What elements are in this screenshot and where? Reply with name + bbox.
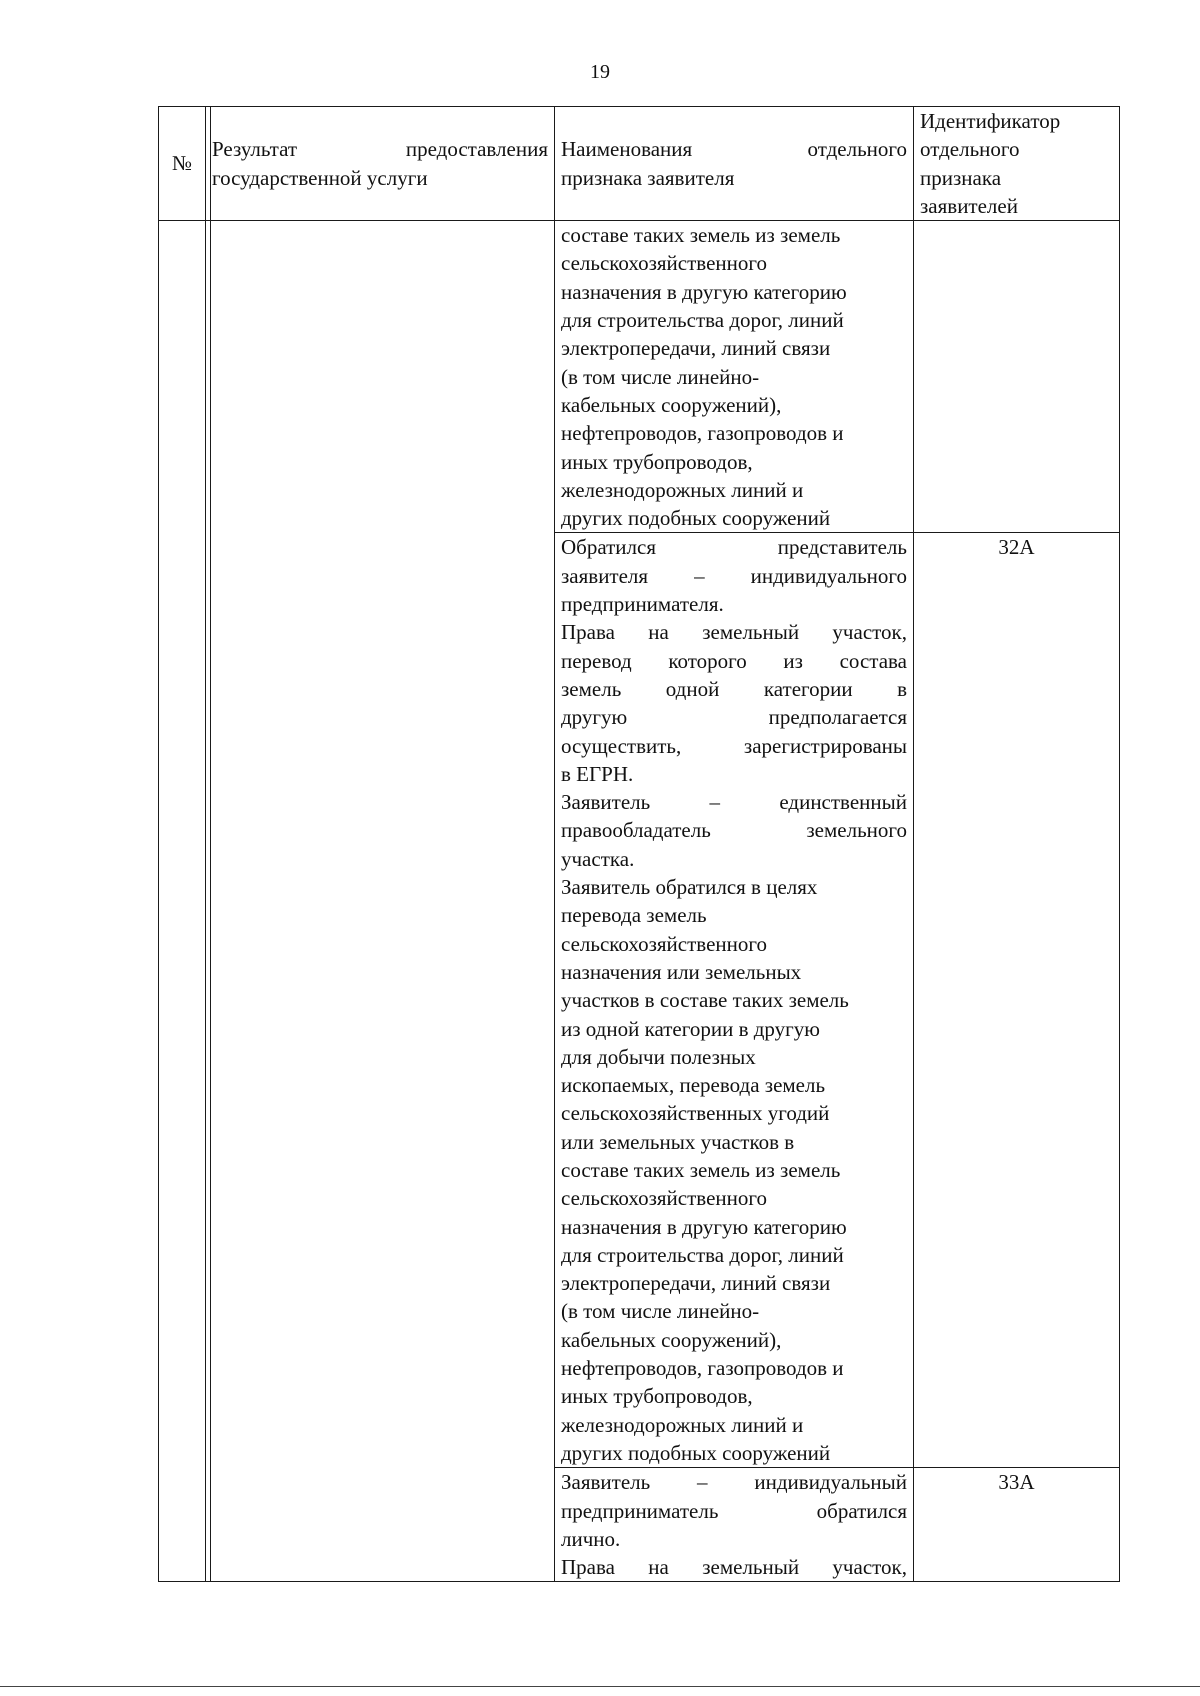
header-result-line-2: государственной услуги: [212, 165, 428, 190]
attribute-text-line: назначения в другую категорию: [561, 1214, 847, 1239]
attribute-text-line: участка.: [561, 846, 635, 871]
attribute-text-line: железнодорожных линий и: [561, 1412, 804, 1437]
attribute-text-line: других подобных сооружений: [561, 506, 831, 531]
header-identifier-line-3: признака: [920, 165, 1002, 190]
number-cell: [159, 221, 206, 1582]
attribute-text-line: Заявитель – единственный: [561, 790, 907, 815]
attribute-text-line: составе таких земель из земель: [561, 1157, 841, 1182]
attribute-text-line: Заявитель обратился в целях: [561, 875, 818, 900]
attribute-text-line: нефтепроводов, газопроводов и: [561, 1356, 844, 1381]
attribute-text-line: кабельных сооружений),: [561, 1327, 782, 1352]
identifier-cell: [914, 221, 1120, 533]
attribute-text-line: иных трубопроводов,: [561, 1384, 753, 1409]
attribute-text-line: нефтепроводов, газопроводов и: [561, 421, 844, 446]
result-cell: [206, 221, 555, 1582]
attribute-name-cell: [555, 1468, 914, 1582]
header-name-line-1: Наименования отдельного: [561, 137, 907, 162]
applicant-attributes-table: [158, 106, 1120, 1582]
attribute-text-line: в ЕГРН.: [561, 761, 634, 786]
header-identifier-line-1: Идентификатор: [920, 109, 1061, 133]
header-identifier-line-4: заявителей: [920, 193, 1018, 218]
attribute-text-line: (в том числе линейно-: [561, 1299, 760, 1324]
attribute-text-line: лично.: [561, 1526, 621, 1551]
table-header-row: [159, 107, 1120, 221]
attribute-text-line: сельскохозяйственного: [561, 1186, 767, 1211]
attribute-text-line: Обратился представитель: [561, 535, 907, 560]
attribute-text-line: земель одной категории в: [561, 676, 907, 701]
attribute-text-line: (в том числе линейно-: [561, 364, 760, 389]
header-name-line-2: признака заявителя: [561, 165, 735, 190]
identifier-cell: 32А: [914, 533, 1120, 1468]
header-number: №: [159, 107, 206, 221]
attribute-text-line: железнодорожных линий и: [561, 477, 804, 502]
attribute-text-line: электропередачи, линий связи: [561, 1271, 831, 1296]
attribute-text-line: Заявитель – индивидуальный: [561, 1470, 907, 1495]
attribute-name-cell: [555, 533, 914, 1468]
header-result-line-1: Результат предоставления: [212, 137, 548, 162]
identifier-cell: 33А: [914, 1468, 1120, 1582]
attribute-text-line: участков в составе таких земель: [561, 988, 849, 1013]
header-identifier-line-2: отдельного: [920, 137, 1020, 162]
page-bottom-rule: [0, 1686, 1200, 1687]
attribute-text-line: Права на земельный участок,: [561, 620, 907, 645]
table-row: [159, 221, 1120, 533]
attribute-text-line: другую предполагается: [561, 705, 907, 730]
attribute-text-line: для строительства дорог, линий: [561, 1242, 844, 1267]
attribute-text-line: назначения в другую категорию: [561, 279, 847, 304]
header-identifier: [914, 107, 1120, 221]
attribute-text-line: назначения или земельных: [561, 959, 802, 984]
attribute-text-line: из одной категории в другую: [561, 1016, 820, 1041]
attribute-text-line: перевод которого из состава: [561, 648, 907, 673]
attribute-text-line: сельскохозяйственного: [561, 251, 767, 276]
attribute-text-line: предпринимателя.: [561, 592, 724, 617]
attribute-text-line: или земельных участков в: [561, 1129, 795, 1154]
attribute-text-line: иных трубопроводов,: [561, 449, 753, 474]
attribute-text-line: ископаемых, перевода земель: [561, 1073, 826, 1098]
attribute-text-line: предприниматель обратился: [561, 1498, 907, 1523]
attribute-text-line: сельскохозяйственных угодий: [561, 1101, 830, 1126]
attribute-text-line: для строительства дорог, линий: [561, 308, 844, 333]
attribute-text-line: правообладатель земельного: [561, 818, 907, 843]
header-attribute-name: [555, 107, 914, 221]
attribute-text-line: электропередачи, линий связи: [561, 336, 831, 361]
page-number: 19: [590, 61, 610, 83]
attribute-text-line: кабельных сооружений),: [561, 392, 782, 417]
attribute-text-line: для добычи полезных: [561, 1044, 756, 1069]
attribute-text-line: осуществить, зарегистрированы: [561, 733, 907, 758]
attribute-text-line: Права на земельный участок,: [561, 1555, 907, 1580]
attribute-text-line: перевода земель: [561, 903, 707, 928]
attribute-text-line: других подобных сооружений: [561, 1440, 831, 1465]
attribute-text-line: составе таких земель из земель: [561, 223, 841, 248]
attribute-name-cell: [555, 221, 914, 533]
attribute-text-line: заявителя – индивидуального: [561, 563, 907, 588]
header-result: [206, 107, 555, 221]
attribute-text-line: сельскохозяйственного: [561, 931, 767, 956]
